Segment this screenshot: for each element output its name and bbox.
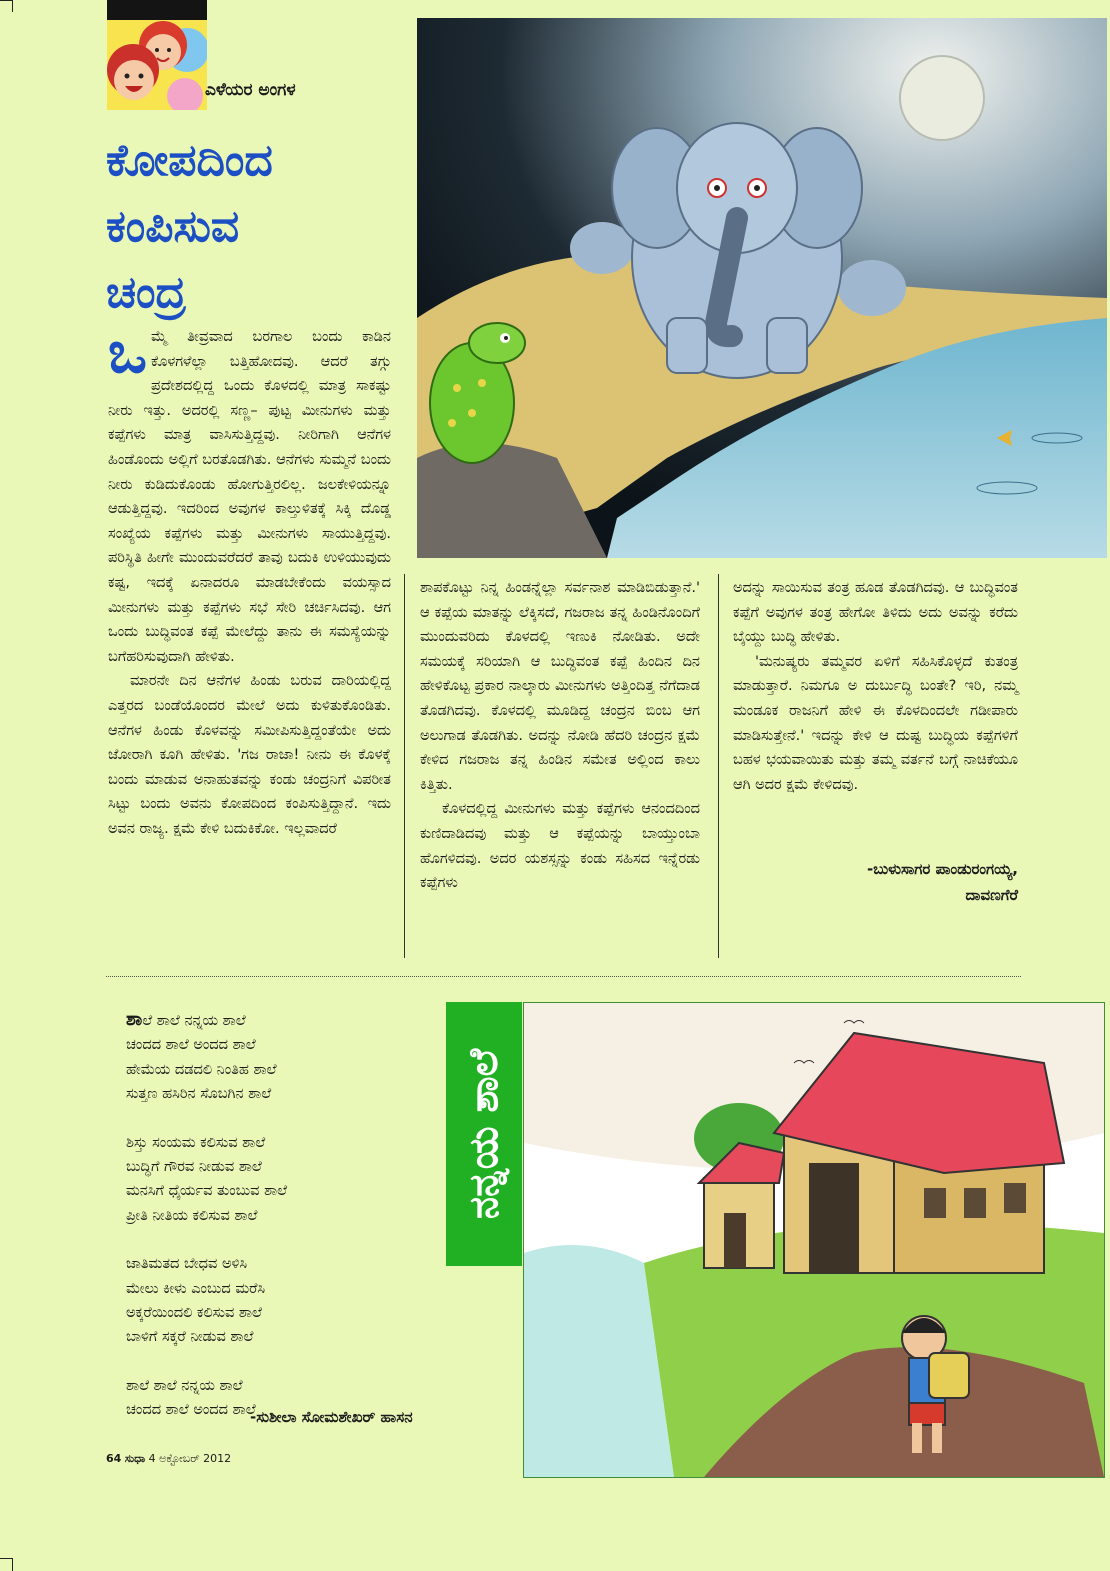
title-line: ಕಂಪಿಸುವ: [106, 201, 240, 252]
poem-stanza: [126, 1131, 456, 1229]
section-logo: [107, 0, 207, 110]
title-line: ಚಂದ್ರ: [106, 267, 186, 318]
publication-name: ಸುಧಾ: [124, 1452, 146, 1465]
poet-name: -ಸುಶೀಲಾ ಸೋಮಶೇಖರ್ ಹಾಸನ: [250, 1408, 413, 1426]
poem-stanza: [126, 1008, 456, 1107]
poem-line: [126, 1008, 456, 1033]
story-column-2: [420, 576, 700, 896]
poem-line: ಬಾಳಿಗೆ ಸಕ್ಕರೆ ನೀಡುವ ಶಾಲೆ: [126, 1329, 254, 1346]
author-place: ದಾವಣಗೆರೆ: [965, 886, 1018, 904]
school-illustration: [523, 1002, 1105, 1478]
story-title: [106, 128, 406, 326]
poem-line: ಬುದ್ಧಿಗೆ ಗೌರವ ನೀಡುವ ಶಾಲೆ: [126, 1159, 262, 1176]
story-paragraph: ಮ್ಮೆ ತೀವ್ರವಾದ ಬರಗಾಲ ಬಂದು ಕಾಡಿನ ಕೊಳಗಳೆಲ್ಲಾ ಬತ್ತಿಹೋದವು. ಆದರೆ ತಗ್ಗು ಪ್ರದೇಶದಲ್ಲಿದ್ದ ಒಂದು ಕೊಳದಲ್ಲಿ ಮಾತ್ರ ಸಾಕಷ್ಟು ನೀರು ಇತ್ತು. ಅದರಲ್ಲಿ ಸಣ್ಣ– ಪುಟ್ಟ ಮೀನುಗಳು ಮತ್ತು ಕಪ್ಪೆಗಳು ಮಾತ್ರ ವಾಸಿಸುತ್ತಿದ್ದವು. ನೀರಿಗಾಗಿ ಆನೆಗಳ ಹಿಂಡೊಂದು ಅಲ್ಲಿಗೆ ಬರತೊಡಗಿತು. ಆನೆಗಳು ಸುಮ್ಮನೆ ಬಂದು ನೀರು ಕುಡಿದುಕೊಂಡು ಹೋಗುತ್ತಿರಲಿಲ್ಲ. ಜಲಕೇಳಿಯನ್ನೂ ಆಡುತ್ತಿದ್ದವು. ಇದರಿಂದ ಅವುಗಳ ಕಾಲ್ತುಳಿತಕ್ಕೆ ಸಿಕ್ಕಿ ದೊಡ್ಡ ಸಂಖ್ಯೆಯ ಕಪ್ಪೆಗಳು ಮತ್ತು ಮೀನುಗಳು ಸಾಯುತ್ತಿದ್ದವು. ಪರಿಸ್ಥಿತಿ ಹೀಗೇ ಮುಂದುವರೆದರೆ ತಾವು ಬದುಕಿ ಉಳಿಯುವುದು ಕಷ್ಟ, ಇದಕ್ಕೆ ಏನಾದರೂ ಮಾಡಬೇಕೆಂದು ವಯಸ್ಸಾದ ಮೀನುಗಳು ಮತ್ತು ಕಪ್ಪೆಗಳು ಸಭೆ ಸೇರಿ ಚರ್ಚಿಸಿದವು. ಆಗ ಒಂದು ಬುದ್ಧಿವಂತ ಕಪ್ಪೆ ಮೇಲೆದ್ದು ತಾನು ಈ ಸಮಸ್ಯೆಯನ್ನು ಬಗೆಹರಿಸುವುದಾಗಿ ಹೇಳಿತು.: [108, 329, 391, 665]
poem-line: ಪ್ರೀತಿ ನೀತಿಯ ಕಲಿಸುವ ಶಾಲೆ: [126, 1207, 258, 1224]
story-author: [733, 856, 1018, 908]
poem-title-bar: [446, 1002, 522, 1266]
page-footer: [106, 1452, 231, 1466]
story-column-3: [733, 576, 1018, 797]
author-name: -ಬುಳುಸಾಗರ ಪಾಂಡುರಂಗಯ್ಯ,: [866, 860, 1018, 878]
column-divider: [718, 574, 719, 958]
column-divider: [404, 574, 405, 958]
poem-line: ಶಾಲೆ ಶಾಲೆ ನನ್ನಯ ಶಾಲೆ: [126, 1377, 243, 1394]
poem-line: ಹೇಮೆಯ ದಡದಲಿ ನಿಂತಿಹ ಶಾಲೆ: [126, 1061, 277, 1078]
page-number: 64: [106, 1452, 122, 1465]
story-paragraph: 'ಮನುಷ್ಯರು ತಮ್ಮವರ ಏಳಿಗೆ ಸಹಿಸಿಕೊಳ್ಳದೆ ಕುತಂತ್ರ ಮಾಡುತ್ತಾರೆ. ನಿಮಗೂ ಅ ದುರ್ಬುದ್ಧಿ ಬಂತೇ? ಇರಿ, ನಮ್ಮ ಮಂಡೂಕ ರಾಜನಿಗೆ ಹೇಳಿ ಈ ಕೊಳದಿಂದಲೇ ಗಡೀಪಾರು ಮಾಡಿಸುತ್ತೇನೆ.' ಇದನ್ನು ಕೇಳಿ ಆ ದುಷ್ಟ ಬುದ್ಧಿಯ ಕಪ್ಪೆಗಳಿಗೆ ಬಹಳ ಭಯವಾಯಿತು ಮತ್ತು ತಮ್ಮ ವರ್ತನೆ ಬಗ್ಗೆ ನಾಚಿಕೆಯೂ ಆಗಿ ಅದರ ಕ್ಷಮೆ ಕೇಳಿದವು.: [733, 653, 1018, 793]
poem-line: ಸುತ್ತಣ ಹಸಿರಿನ ಸೊಬಗಿನ ಶಾಲೆ: [126, 1086, 272, 1103]
poem-stanza: [126, 1252, 456, 1350]
poem-line-text: ಲೆ ಶಾಲೆ ನನ್ನಯ ಶಾಲೆ: [142, 1013, 246, 1029]
story-paragraph: ಅದನ್ನು ಸಾಯಿಸುವ ತಂತ್ರ ಹೂಡ ತೊಡಗಿದವು. ಆ ಬುದ್ಧಿವಂತ ಕಪ್ಪೆಗೆ ಅವುಗಳ ತಂತ್ರ ಹೇಗೋ ತಿಳಿದು ಅದು ಅವನ್ನು ಕರೆದು ಬೈಯ್ದು ಬುದ್ಧಿ ಹೇಳಿತು.: [733, 580, 1018, 646]
poem-line: ಚಂದದ ಶಾಲೆ ಅಂದದ ಶಾಲೆ: [126, 1037, 256, 1054]
drop-cap: ಒ: [108, 318, 147, 386]
poem-line: ಅಕ್ಕರೆಯಿಂದಲಿ ಕಲಿಸುವ ಶಾಲೆ: [126, 1305, 262, 1322]
story-paragraph: ಕೊಳದಲ್ಲಿದ್ದ ಮೀನುಗಳು ಮತ್ತು ಕಪ್ಪೆಗಳು ಆನಂದದಿಂದ ಕುಣಿದಾಡಿದವು ಮತ್ತು ಆ ಕಪ್ಪೆಯನ್ನು ಬಾಯ್ತುಂಬಾ ಹೊಗಳಿದವು. ಅದರ ಯಶಸ್ಸನ್ನು ಕಂಡು ಸಹಿಸದ ಇನ್ನೆರಡು ಕಪ್ಪೆಗಳು: [420, 801, 700, 892]
poem-line: ಜಾತಿಮತದ ಬೇಧವ ಅಳಿಸಿ: [126, 1256, 248, 1273]
poem-line: ಚಂದದ ಶಾಲೆ ಅಂದದ ಶಾಲೆ: [126, 1402, 256, 1419]
story-paragraph: ಶಾಪಕೊಟ್ಟು ನಿನ್ನ ಹಿಂಡನ್ನೆಲ್ಲಾ ಸರ್ವನಾಶ ಮಾಡಿಬಿಡುತ್ತಾನೆ.' ಆ ಕಪ್ಪೆಯ ಮಾತನ್ನು ಲೆಕ್ಕಿಸದೆ, ಗಜರಾಜ ತನ್ನ ಹಿಂಡಿನೊಂದಿಗೆ ಮುಂದುವರಿದು ಕೊಳದಲ್ಲಿ ಇಣುಕಿ ನೋಡಿತು. ಅದೇ ಸಮಯಕ್ಕೆ ಸರಿಯಾಗಿ ಆ ಬುದ್ಧಿವಂತ ಕಪ್ಪೆ ಹಿಂದಿನ ದಿನ ಹೇಳಿಕೊಟ್ಟ ಪ್ರಕಾರ ನಾಲ್ಕಾರು ಮೀನುಗಳು ಅತ್ತಿಂದಿತ್ತ ನೆಗೆದಾಡ ತೊಡಗಿದವು. ಕೊಳದಲ್ಲಿ ಮೂಡಿದ್ದ ಚಂದ್ರನ ಬಿಂಬ ಆಗ ಅಲುಗಾಡ ತೊಡಗಿತು. ಅದನ್ನು ನೋಡಿ ಹೆದರಿ ಚಂದ್ರನ ಕ್ಷಮೆ ಕೇಳಿದ ಗಜರಾಜ ತನ್ನ ಹಿಂಡಿನ ಸಮೇತ ಅಲ್ಲಿಂದ ಕಾಲು ಕಿತ್ತಿತು.: [420, 580, 700, 793]
poem-first-glyph: ಶಾ: [126, 1009, 143, 1030]
poem-line: ಮೇಲು ಕೀಳು ಎಂಬುದ ಮರೆಸಿ: [126, 1280, 266, 1297]
section-label: ಎಳೆಯರ ಅಂಗಳ: [205, 80, 296, 100]
story-column-1: [108, 318, 391, 841]
poem-title: ನನ್ನಯ ಶಾಲೆ: [461, 1048, 507, 1220]
poem-line: ಮನಸಿಗೆ ಧೈರ್ಯವ ತುಂಬುವ ಶಾಲೆ: [126, 1183, 288, 1200]
title-line: ಕೋಪದಿಂದ: [106, 135, 273, 186]
story-paragraph: ಮಾರನೇ ದಿನ ಆನೆಗಳ ಹಿಂಡು ಬರುವ ದಾರಿಯಲ್ಲಿದ್ದ ಎತ್ತರದ ಬಂಡೆಯೊಂದರ ಮೇಲೆ ಅದು ಕುಳಿತುಕೊಂಡಿತು. ಆನೆಗಳ ಹಿಂಡು ಕೊಳವನ್ನು ಸಮೀಪಿಸುತ್ತಿದ್ದಂತೆಯೇ ಅದು ಜೋರಾಗಿ ಕೂಗಿ ಹೇಳಿತು. 'ಗಜ ರಾಜಾ! ನೀನು ಈ ಕೊಳಕ್ಕೆ ಬಂದು ಮಾಡುವ ಅನಾಹುತವನ್ನು ಕಂಡು ಚಂದ್ರನಿಗೆ ವಿಪರೀತ ಸಿಟ್ಟು ಬಂದು ಅವನು ಕೋಪದಿಂದ ಕಂಪಿಸುತ್ತಿದ್ದಾನೆ. ಇದು ಅವನ ರಾಜ್ಯ. ಕ್ಷಮೆ ಕೇಳಿ ಬದುಕಿಕೋ. ಇಲ್ಲವಾದರೆ: [108, 673, 391, 837]
poem-line: ಶಿಸ್ತು ಸಂಯಮ ಕಲಿಸುವ ಶಾಲೆ: [126, 1134, 266, 1151]
section-divider: [106, 976, 1021, 977]
elephant-frog-illustration: [417, 18, 1107, 558]
issue-date: 4 ಅಕ್ಟೋಬರ್ 2012: [148, 1452, 232, 1465]
poem-body: [126, 1008, 456, 1447]
